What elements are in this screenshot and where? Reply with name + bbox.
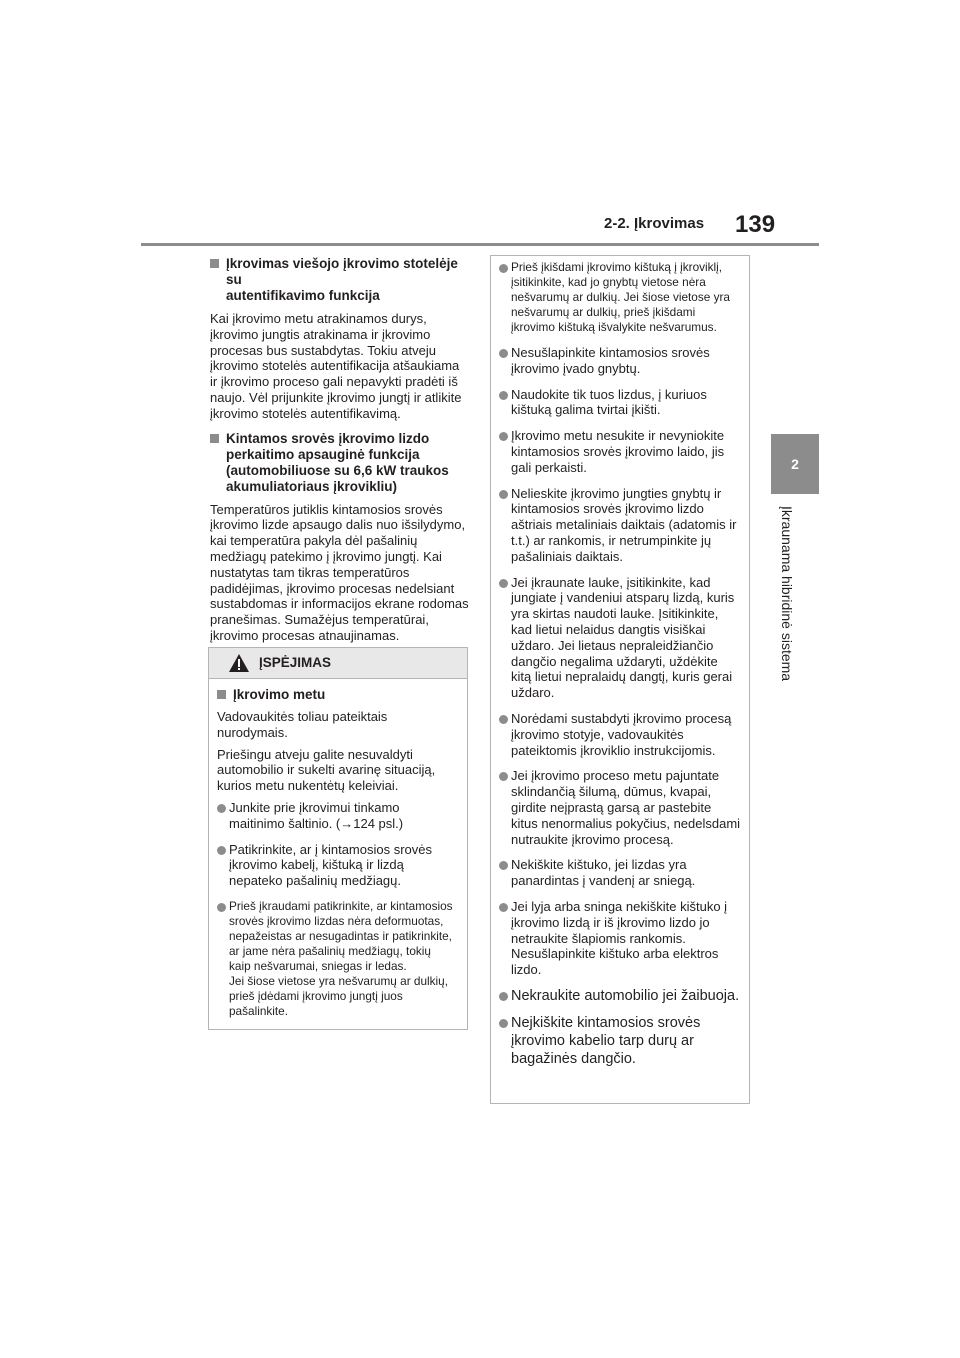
chapter-tab: 2 — [771, 434, 819, 494]
warning-bullet-item: Jei įkraunate lauke, įsitikinkite, kad jungiate į vandeniui atsparų lizdą, kuris yra skirtas naudoti lauke. Įsitikinkite, kad lietui nelaidus dangtis visiškai uždaro. Jei lietaus nepraleidžiančio dangčio negalima uždaryti, uždėkite kitą lietui nepralaidų dangtį, kuris gerai uždaro. — [499, 575, 741, 701]
warning-bullet-item: Jei įkrovimo proceso metu pajuntate sklindančią šilumą, dūmus, kvapai, girdite neįprastą garsą ar pastebite kitus nenormalius pokyčius, nedelsdami nutraukite įkrovimo procesą. — [499, 768, 741, 847]
warning-bullet-item: Junkite prie įkrovimui tinkamo maitinimo šaltinio. (→124 psl.) — [217, 800, 461, 832]
warning-bullet-item: Nejkiškite kintamosios srovės įkrovimo kabelio tarp durų ar bagažinės dangčio. — [499, 1015, 741, 1068]
section-title: 2-2. Įkrovimas — [604, 215, 705, 232]
warning-paragraph: Priešingu atveju galite nesuvaldyti automobilio ir sukelti avarinę situaciją, kurios metu nukentėtų keleiviai. — [217, 746, 436, 794]
warning-body — [209, 679, 467, 1019]
bullet-dot-icon — [499, 432, 508, 441]
warning-bullet-item: Nekraukite automobilio jei žaibuoja. — [499, 988, 741, 1006]
bullet-dot-icon — [499, 264, 508, 273]
section-heading: Įkrovimas viešojo įkrovimo stotelėje su autentifikavimo funkcija — [210, 256, 472, 304]
bullet-dot-icon — [499, 903, 508, 912]
bullet-dot-icon — [499, 490, 508, 499]
section-heading: Kintamos srovės įkrovimo lizdo perkaitimo apsauginė funkcija (automobiliuose su 6,6 kW traukos akumuliatoriaus įkrovikliu) — [210, 431, 472, 495]
bullet-dot-icon — [499, 772, 508, 781]
warning-bullet-item: Nekiškite kištuko, jei lizdas yra panardintas į vandenį ar sniegą. — [499, 857, 741, 889]
square-bullet-icon — [210, 259, 219, 268]
warning-bullet-item: Patikrinkite, ar į kintamosios srovės įkrovimo kabelį, kištuką ir lizdą nepateko pašalinių medžiagų. — [217, 842, 461, 889]
square-bullet-icon — [217, 690, 226, 699]
section-paragraph: Kai įkrovimo metu atrakinamos durys, įkrovimo jungtis atrakinama ir įkrovimo procesas bus sustabdytas. Tokiu atveju įkrovimo stotelės autentifikacija atšaukiama ir įkrovimo proceso gali nepavykti pradėti iš naujo. Vėl prijunkite įkrovimo jungtį ir atlikite įkrovimo stotelės autentifikavimą. — [210, 311, 462, 421]
bullet-dot-icon — [499, 579, 508, 588]
left-column — [210, 256, 472, 653]
warning-bullet-item: Prieš įkraudami patikrinkite, ar kintamosios srovės įkrovimo lizdas nėra deformuotas, nepažeistas ar nesugadintas ir patikrinkite, ar jame nėra pašalinių medžiagų, tokių kaip nešvarumai, sniegas ir ledas. Jei šiose vietose yra nešvarumų ar dulkių, prieš įdėdami įkrovimo jungtį juos pašalinkite. — [217, 899, 461, 1019]
warning-bullet-item: Prieš įkišdami įkrovimo kištuką į įkroviklį, įsitikinkite, kad jo gnybtų vietose nėra nešvarumų ar dulkių. Jei šiose vietose yra nešvarumų ar dulkių, prieš įkišdami įkrovimo kištuką išvalykite nešvarumus. — [499, 260, 741, 335]
bullet-dot-icon — [499, 715, 508, 724]
warning-bullet-item: Nesušlapinkite kintamosios srovės įkrovimo įvado gnybtų. — [499, 345, 741, 377]
bullet-dot-icon — [499, 861, 508, 870]
chapter-title-vertical: Įkraunama hibridinė sistema — [779, 506, 795, 682]
warning-paragraph: Vadovaukitės toliau pateiktais nurodymais. — [217, 709, 388, 740]
warning-triangle-icon — [228, 653, 250, 673]
warning-title: ĮSPĖJIMAS — [259, 655, 332, 670]
bullet-dot-icon — [217, 804, 226, 813]
bullet-dot-icon — [499, 349, 508, 358]
warning-bullet-item: Naudokite tik tuos lizdus, į kuriuos kištuką galima tvirtai įkišti. — [499, 387, 741, 419]
warning-bullet-item: Nelieskite įkrovimo jungties gnybtų ir kintamosios srovės įkrovimo lizdo aštriais metaliniais daiktais (adatomis ir t.t.) ar rankomis, ir netrumpinkite jų pašaliniais daiktais. — [499, 486, 741, 565]
warning-box — [208, 647, 468, 1030]
bullet-dot-icon — [499, 391, 508, 400]
bullet-dot-icon — [499, 992, 508, 1001]
warning-bullet-item: Norėdami sustabdyti įkrovimo procesą įkrovimo stotyje, vadovaukitės pateiktomis įkroviklio instrukcijomis. — [499, 711, 741, 758]
section-paragraph: Temperatūros jutiklis kintamosios srovės įkrovimo lizde apsaugo dalis nuo išsilydymo, kai temperatūra pakyla dėl pašalinių medžiagų patekimo į įkrovimo jungtį. Kai nustatytas tam tikras temperatūros padidėjimas, įkrovimo procesas nedelsiant sustabdomas ir informacijos ekrane rodomas pranešimas. Sumažėjus temperatūrai, įkrovimo procesas atnaujinamas. — [210, 501, 469, 643]
warning-bullet-item: Įkrovimo metu nesukite ir nevyniokite kintamosios srovės įkrovimo laido, jis gali perkaisti. — [499, 428, 741, 475]
square-bullet-icon — [210, 434, 219, 443]
bullet-dot-icon — [499, 1019, 508, 1028]
warning-subheading: Įkrovimo metu — [217, 687, 461, 703]
bullet-dot-icon — [217, 903, 226, 912]
page-number: 139 — [735, 211, 776, 238]
bullet-dot-icon — [217, 846, 226, 855]
right-warning-continuation — [490, 255, 750, 1104]
header-divider — [141, 243, 819, 246]
warning-header — [209, 648, 467, 679]
warning-bullet-item: Jei lyja arba sninga nekiškite kištuko į įkrovimo lizdą ir iš įkrovimo lizdo jo netraukite šlapiomis rankomis. Nesušlapinkite kištuko arba elektros lizdo. — [499, 899, 741, 978]
